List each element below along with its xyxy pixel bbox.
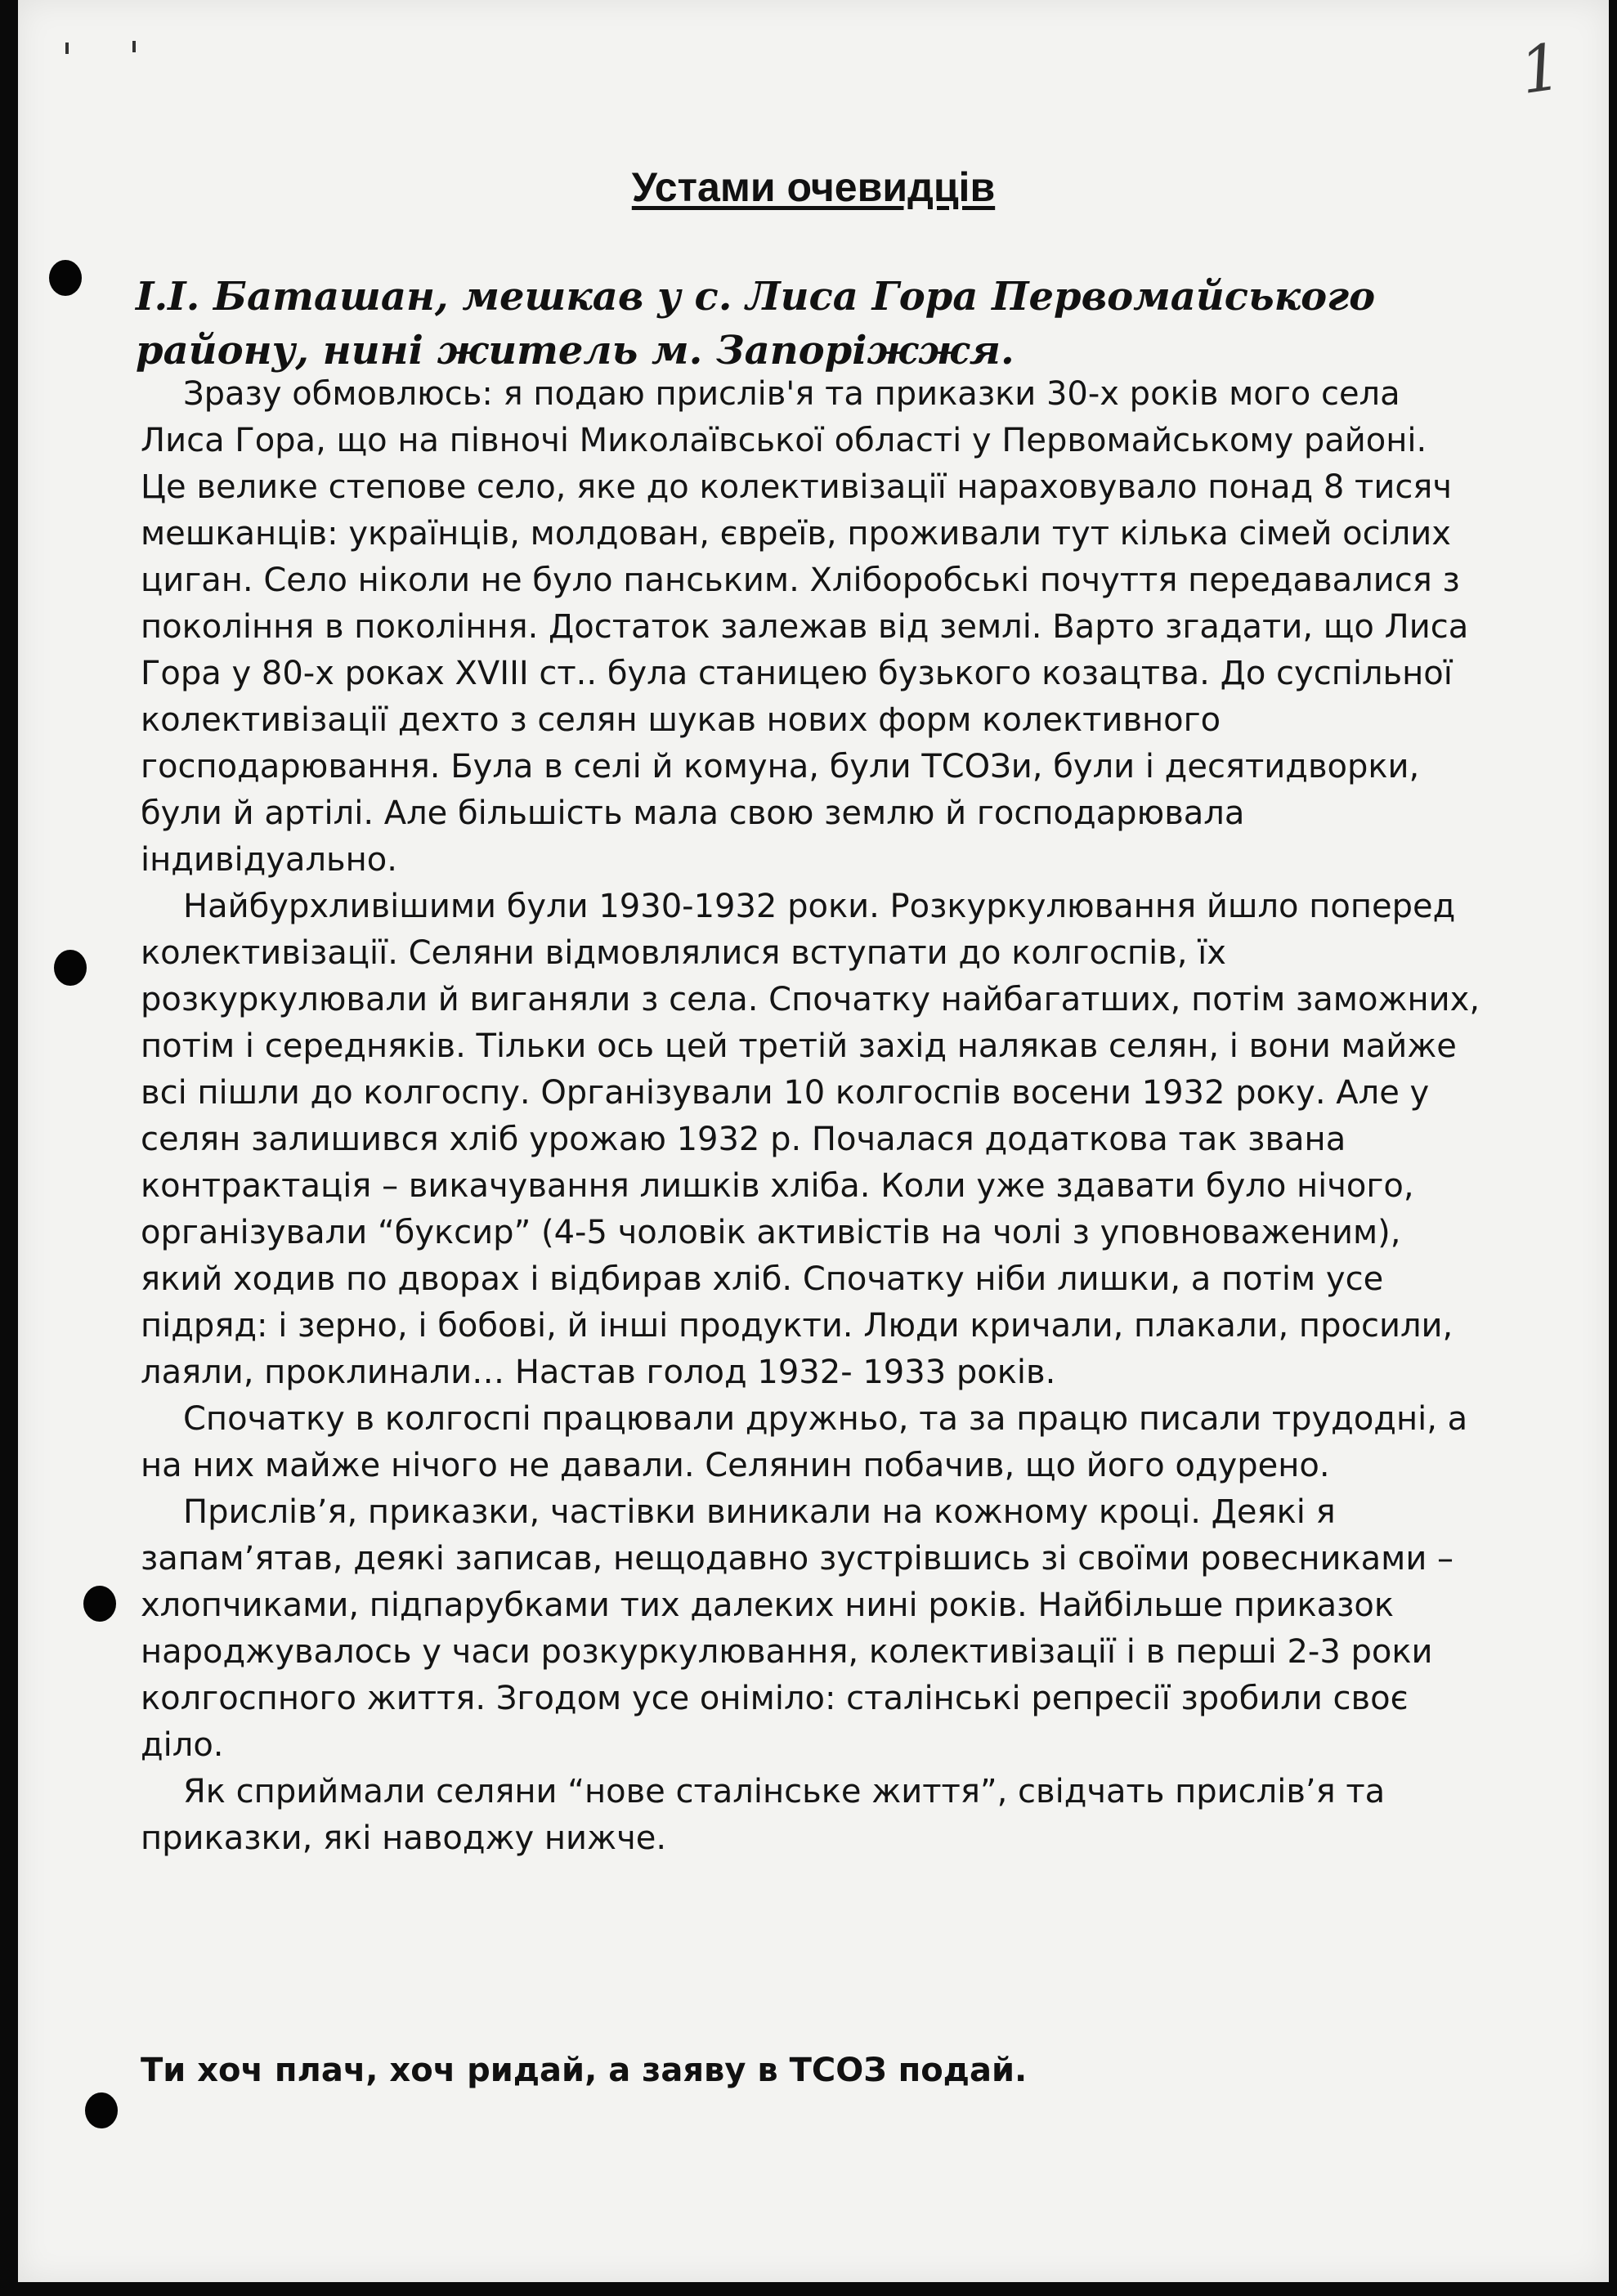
punch-hole — [85, 2092, 118, 2128]
page-number: 1 — [1515, 29, 1566, 110]
margin-mark — [65, 43, 69, 54]
paragraph: Найбурхливішими були 1930-1932 роки. Розкуркулювання йшло поперед колективізації. Селяни відмовлялися вступати до колгоспів, їх розкуркулювали й виганяли з села. Спочатку найбагатших, потім заможних, потім і середняків. Тільки ось цей третій захід налякав селян, і вони майже всі пішли до колгоспу. Організували 10 колгоспів восени 1932 року. Але у селян залишився хліб урожаю 1932 р. Почалася додаткова так звана контрактація – викачування лишків хліба. Коли уже здавати було нічого, організували “буксир” (4-5 чоловік активістів на чолі з уповноваженим), який ходив по дворах і відбирав хліб. Спочатку ніби лишки, а потім усе підряд: і зерно, і бобові, й інші продукти. Люди кричали, плакали, просили, лаяли, проклинали… Настав голод 1932- 1933 років. — [141, 888, 1480, 1391]
document-page — [18, 0, 1609, 2282]
paragraph: Зразу обмовлюсь: я подаю прислів'я та приказки 30-х років мого села Лиса Гора, що на півночі Миколаївської області у Первомайському районі. Це велике степове село, яке до колективізації нараховувало понад 8 тисяч мешканців: українців, молдован, євреїв, проживали тут кілька сімей осілих циган. Село ніколи не було панським. Хліборобські почуття передавалися з покоління в покоління. Достаток залежав від землі. Варто згадати, що Лиса Гора у 80-х роках XVIII ст.. була станицею бузького козацтва. До суспільної колективізації дехто з селян шукав нових форм колективного господарювання. Була в селі й комуна, були ТСОЗи, були і десятидворки, були й артілі. Але більшість мала свою землю й господарювала індивідуально. — [141, 375, 1469, 879]
paragraph: Спочатку в колгоспі працювали дружньо, та за працю писали трудодні, а на них майже нічого не давали. Селянин побачив, що його одурено. — [141, 1400, 1468, 1484]
punch-hole — [83, 1586, 116, 1622]
author-line: І.І. Баташан, мешкав у с. Лиса Гора Первомайського району, нині житель м. Запоріжжя. — [136, 274, 1376, 374]
document-title: Устами очевидців — [631, 164, 996, 210]
paragraph: Прислів’я, приказки, частівки виникали на кожному кроці. Деякі я запам’ятав, деякі записав, нещодавно зустрівшись зі своїми ровесниками – хлопчиками, підпарубками тих далеких нині років. Найбільше приказок народжувалось у часи розкуркулювання, колективізації і в перші 2-3 роки колгоспного життя. Згодом усе оніміло: сталінські репресії зробили своє діло. — [141, 1493, 1454, 1764]
punch-hole — [54, 950, 87, 986]
proverb: Ти хоч плач, хоч ридай, а заяву в ТСОЗ подай. — [141, 2052, 1028, 2089]
document-body — [141, 371, 1481, 1862]
margin-mark — [132, 41, 136, 52]
paragraph: Як сприймали селяни “нове сталінське життя”, свідчать прислів’я та приказки, які наводжу нижче. — [141, 1773, 1386, 1857]
punch-hole — [49, 260, 82, 296]
